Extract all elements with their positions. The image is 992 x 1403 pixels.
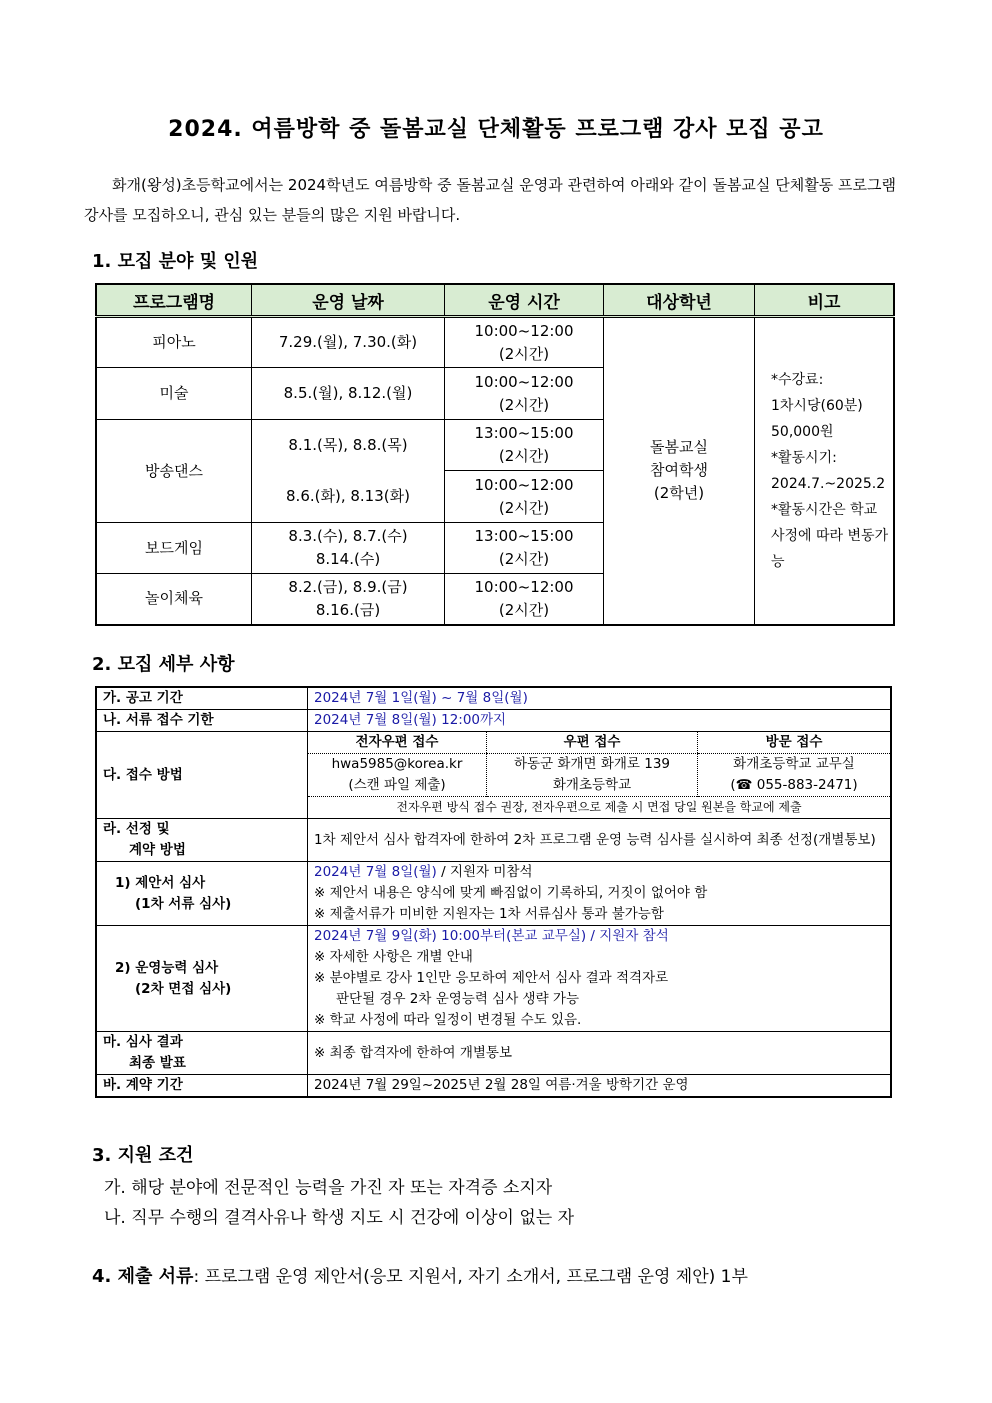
section4 xyxy=(92,1262,748,1288)
header-note: 비고 xyxy=(755,284,895,317)
label-deadline: 나. 서류 접수 기한 xyxy=(96,710,308,732)
post-info: 하동군 화개면 화개로 139 화개초등학교 xyxy=(487,754,698,797)
details-table xyxy=(95,686,892,1098)
section2-heading: 2. 모집 세부 사항 xyxy=(92,654,235,675)
label-selection: 라. 선정 및 계약 방법 xyxy=(96,819,308,862)
section4-text: : 프로그램 운영 제안서(응모 지원서, 자기 소개서, 프로그램 운영 제안) 1부 xyxy=(193,1267,748,1287)
program-name: 피아노 xyxy=(96,317,252,368)
label-contract-period: 바. 계약 기간 xyxy=(96,1075,308,1098)
submission-method xyxy=(308,732,892,819)
program-dates: 8.6.(화), 8.13(화) xyxy=(252,471,445,523)
header-program: 프로그램명 xyxy=(96,284,252,317)
recruitment-table xyxy=(95,283,895,626)
target-grade: 돌봄교실 참여학생 (2학년) xyxy=(604,317,755,625)
label-submission-method: 다. 접수 방법 xyxy=(96,732,308,819)
email-info: hwa5985@korea.kr (스캔 파일 제출) xyxy=(331,756,463,793)
program-dates: 8.5.(월), 8.12.(월) xyxy=(252,368,445,420)
program-time: 10:00~12:00 (2시간) xyxy=(445,317,604,368)
program-time: 10:00~12:00 (2시간) xyxy=(445,368,604,420)
selection-method: 1차 제안서 심사 합격자에 한하여 2차 프로그램 운영 능력 심사를 실시하여 최종 선정(개별통보) xyxy=(308,819,892,862)
program-name: 보드게임 xyxy=(96,523,252,574)
program-time: 13:00~15:00 (2시간) xyxy=(445,523,604,574)
visit-header: 방문 접수 xyxy=(698,732,891,754)
section1-heading: 1. 모집 분야 및 인원 xyxy=(92,251,259,272)
label-interview-review: 2) 운영능력 심사 (2차 면접 심사) xyxy=(96,926,308,1032)
announce-period: 2024년 7월 1일(월) ~ 7월 8일(월) xyxy=(308,687,892,710)
label-proposal-review: 1) 제안서 심사 (1차 서류 심사) xyxy=(96,862,308,926)
proposal-review: 2024년 7월 8일(월) / 지원자 미참석 ※ 제안서 내용은 양식에 맞게 빠짐없이 기록하되, 거짓이 없어야 함 ※ 제출서류가 미비한 지원자는 1차 서류심사 통과 불가능함 xyxy=(308,862,892,926)
program-dates: 8.2.(금), 8.9.(금) 8.16.(금) xyxy=(252,574,445,625)
deadline: 2024년 7월 8일(월) 12:00까지 xyxy=(308,710,892,732)
program-dates: 8.3.(수), 8.7.(수) 8.14.(수) xyxy=(252,523,445,574)
post-header: 우편 접수 xyxy=(487,732,698,754)
program-time: 13:00~15:00 (2시간) xyxy=(445,420,604,471)
condition-item: 나. 직무 수행의 결격사유나 학생 지도 시 건강에 이상이 없는 자 xyxy=(104,1208,574,1228)
intro-paragraph: 화개(왕성)초등학교에서는 2024학년도 여름방학 중 돌봄교실 운영과 관련하여 아래와 같이 돌봄교실 단체활동 프로그램 강사를 모집하오니, 관심 있는 분들의 많은 지원 바랍니다. xyxy=(84,176,896,224)
email-header: 전자우편 접수 xyxy=(308,732,487,754)
visit-info: 화개초등학교 교무실 (☎ 055-883-2471) xyxy=(698,754,891,797)
program-dates: 8.1.(목), 8.8.(목) xyxy=(252,420,445,471)
table-row xyxy=(96,317,894,368)
page-title: 2024. 여름방학 중 돌봄교실 단체활동 프로그램 강사 모집 공고 xyxy=(168,117,824,142)
note-cell: *수강료: 1차시당(60분) 50,000원 *활동시기: 2024.7.~2025.2 *활동시간은 학교 사정에 따라 변동가능 xyxy=(755,317,895,625)
header-dates: 운영 날짜 xyxy=(252,284,445,317)
label-announce-period: 가. 공고 기간 xyxy=(96,687,308,710)
program-time: 10:00~12:00 (2시간) xyxy=(445,574,604,625)
header-grade: 대상학년 xyxy=(604,284,755,317)
interview-review: 2024년 7월 9일(화) 10:00부터(본교 교무실) / 지원자 참석 ※ 자세한 사항은 개별 안내 ※ 분야별로 강사 1인만 응모하여 제안서 심사 결과 적격자로 판단될 경우 2차 운영능력 심사 생략 가능 ※ 학교 사정에 따라 일정이 변경될 수도 있음. xyxy=(308,926,892,1032)
section3-heading: 3. 지원 조건 xyxy=(92,1145,194,1166)
header-time: 운영 시간 xyxy=(445,284,604,317)
program-name: 놀이체육 xyxy=(96,574,252,625)
contract-period: 2024년 7월 29일~2025년 2월 28일 여름·겨울 방학기간 운영 xyxy=(308,1075,892,1098)
section4-heading: 4. 제출 서류 xyxy=(92,1266,194,1287)
submission-note: 전자우편 방식 접수 권장, 전자우편으로 제출 시 면접 당일 원본을 학교에 제출 xyxy=(308,797,890,819)
condition-item: 가. 해당 분야에 전문적인 능력을 가진 자 또는 자격증 소지자 xyxy=(104,1178,553,1198)
program-name: 미술 xyxy=(96,368,252,420)
program-time: 10:00~12:00 (2시간) xyxy=(445,471,604,523)
result-announcement: ※ 최종 합격자에 한하여 개별통보 xyxy=(308,1032,892,1075)
program-dates: 7.29.(월), 7.30.(화) xyxy=(252,317,445,368)
program-name: 방송댄스 xyxy=(96,420,252,523)
label-result: 마. 심사 결과 최종 발표 xyxy=(96,1032,308,1075)
